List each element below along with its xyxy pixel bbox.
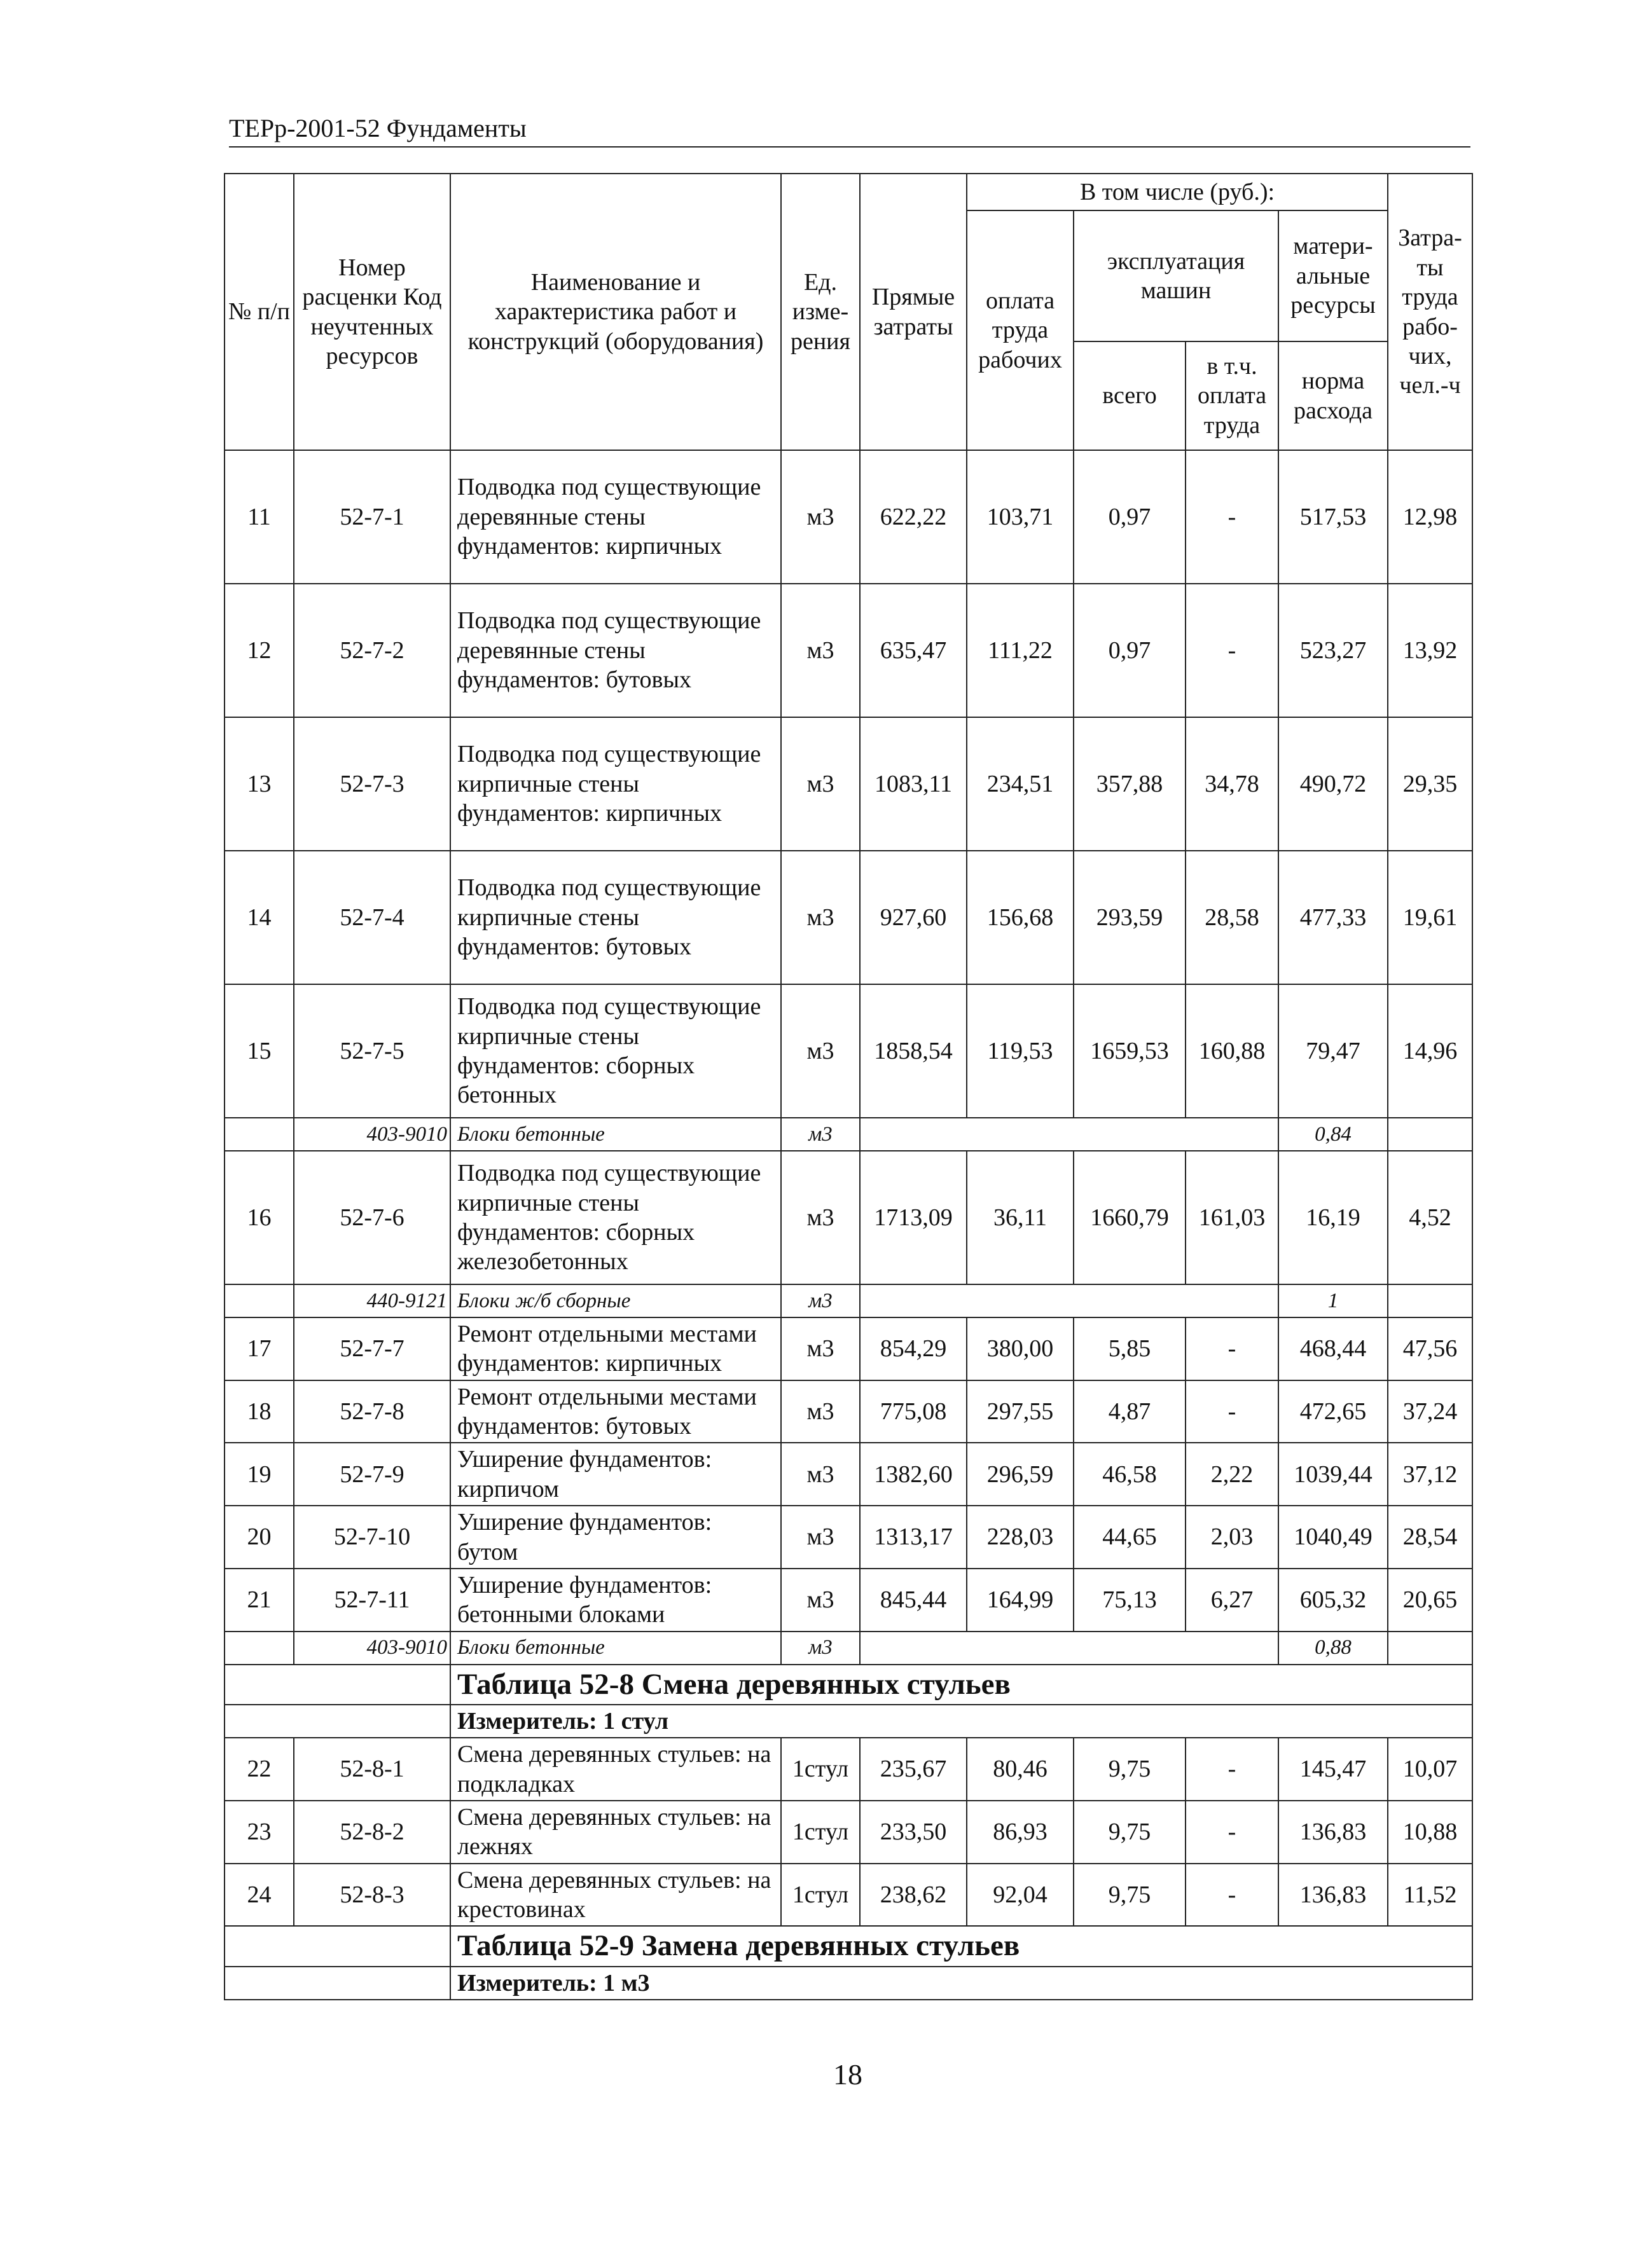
resource-unit: м3 (781, 1284, 860, 1317)
page-number: 18 (833, 2058, 862, 2091)
measure-title: Измеритель: 1 стул (450, 1705, 1472, 1738)
col-header-num: № п/п (225, 174, 294, 450)
resource-code: 403-9010 (294, 1118, 450, 1151)
wages: 36,11 (967, 1151, 1074, 1284)
machines-total: 357,88 (1074, 717, 1186, 851)
machines-wages: - (1186, 450, 1278, 584)
row-number: 24 (225, 1864, 294, 1927)
resource-code: 403-9010 (294, 1632, 450, 1665)
labor-costs: 14,96 (1388, 984, 1472, 1118)
table-row (225, 851, 1472, 984)
direct-costs: 1858,54 (860, 984, 967, 1118)
unit: м3 (781, 1569, 860, 1632)
materials: 1039,44 (1278, 1443, 1388, 1506)
row-number: 13 (225, 717, 294, 851)
table-row (225, 450, 1472, 584)
row-number: 15 (225, 984, 294, 1118)
machines-wages: 2,03 (1186, 1506, 1278, 1569)
work-name: Ремонт отдельными местами фундаментов: бутовых (450, 1380, 781, 1443)
wages: 234,51 (967, 717, 1074, 851)
resource-empty (1388, 1632, 1472, 1665)
table-row (225, 1380, 1472, 1443)
unit: м3 (781, 984, 860, 1118)
resource-name: Блоки ж/б сборные (450, 1284, 781, 1317)
table-row (225, 1864, 1472, 1927)
direct-costs: 635,47 (860, 584, 967, 717)
work-name: Уширение фундаментов: бетонными блоками (450, 1569, 781, 1632)
wages: 296,59 (967, 1443, 1074, 1506)
unit: м3 (781, 717, 860, 851)
labor-costs: 37,24 (1388, 1380, 1472, 1443)
resource-norm: 0,88 (1278, 1632, 1388, 1665)
col-header-unit: Ед. изме- рения (781, 174, 860, 450)
col-header-code: Номер расценки Код неучтенных ресурсов (294, 174, 450, 450)
table-row (225, 1569, 1472, 1632)
labor-costs: 10,07 (1388, 1738, 1472, 1801)
materials: 477,33 (1278, 851, 1388, 984)
rate-code: 52-8-1 (294, 1738, 450, 1801)
row-number: 14 (225, 851, 294, 984)
work-name: Ремонт отдельными местами фундаментов: кирпичных (450, 1317, 781, 1380)
labor-costs: 20,65 (1388, 1569, 1472, 1632)
rate-code: 52-7-7 (294, 1317, 450, 1380)
measure-title: Измеритель: 1 м3 (450, 1967, 1472, 2000)
machines-total: 1660,79 (1074, 1151, 1186, 1284)
resource-row (225, 1118, 1472, 1151)
machines-wages: - (1186, 1738, 1278, 1801)
table-row (225, 584, 1472, 717)
table-row (225, 984, 1472, 1118)
col-header-wages: оплата труда рабочих (967, 210, 1074, 450)
machines-total: 75,13 (1074, 1569, 1186, 1632)
rate-code: 52-8-2 (294, 1801, 450, 1864)
work-name: Подводка под существующие кирпичные стены фундаментов: сборных бетонных (450, 984, 781, 1118)
materials: 472,65 (1278, 1380, 1388, 1443)
unit: м3 (781, 851, 860, 984)
work-name: Смена деревянных стульев: на подкладках (450, 1738, 781, 1801)
unit: 1стул (781, 1801, 860, 1864)
wages: 80,46 (967, 1738, 1074, 1801)
col-header-machines-wages: в т.ч. оплата труда (1186, 341, 1278, 450)
row-number: 17 (225, 1317, 294, 1380)
rate-code: 52-8-3 (294, 1864, 450, 1927)
wages: 156,68 (967, 851, 1074, 984)
labor-costs: 12,98 (1388, 450, 1472, 584)
labor-costs: 29,35 (1388, 717, 1472, 851)
direct-costs: 1713,09 (860, 1151, 967, 1284)
machines-total: 5,85 (1074, 1317, 1186, 1380)
col-header-machines-total: всего (1074, 341, 1186, 450)
machines-total: 44,65 (1074, 1506, 1186, 1569)
machines-total: 0,97 (1074, 584, 1186, 717)
section-empty (225, 1926, 450, 1966)
direct-costs: 927,60 (860, 851, 967, 984)
labor-costs: 19,61 (1388, 851, 1472, 984)
direct-costs: 238,62 (860, 1864, 967, 1927)
header-divider (229, 146, 1470, 148)
materials: 79,47 (1278, 984, 1388, 1118)
materials: 605,32 (1278, 1569, 1388, 1632)
unit: 1стул (781, 1864, 860, 1927)
unit: м3 (781, 1380, 860, 1443)
labor-costs: 10,88 (1388, 1801, 1472, 1864)
resource-empty (225, 1632, 294, 1665)
resource-code: 440-9121 (294, 1284, 450, 1317)
materials: 468,44 (1278, 1317, 1388, 1380)
resource-empty (225, 1284, 294, 1317)
table-body (225, 174, 1472, 2000)
unit: м3 (781, 1317, 860, 1380)
rate-code: 52-7-3 (294, 717, 450, 851)
machines-total: 46,58 (1074, 1443, 1186, 1506)
wages: 380,00 (967, 1317, 1074, 1380)
resource-unit: м3 (781, 1118, 860, 1151)
row-number: 11 (225, 450, 294, 584)
table-row (225, 1317, 1472, 1380)
row-number: 22 (225, 1738, 294, 1801)
wages: 297,55 (967, 1380, 1074, 1443)
table-row (225, 1801, 1472, 1864)
machines-total: 9,75 (1074, 1738, 1186, 1801)
labor-costs: 4,52 (1388, 1151, 1472, 1284)
resource-norm: 0,84 (1278, 1118, 1388, 1151)
wages: 92,04 (967, 1864, 1074, 1927)
wages: 119,53 (967, 984, 1074, 1118)
work-name: Смена деревянных стульев: на крестовинах (450, 1864, 781, 1927)
direct-costs: 1313,17 (860, 1506, 967, 1569)
machines-wages: - (1186, 1801, 1278, 1864)
row-number: 18 (225, 1380, 294, 1443)
labor-costs: 37,12 (1388, 1443, 1472, 1506)
col-header-direct: Прямые затраты (860, 174, 967, 450)
machines-wages: 34,78 (1186, 717, 1278, 851)
rate-code: 52-7-4 (294, 851, 450, 984)
direct-costs: 775,08 (860, 1380, 967, 1443)
machines-total: 1659,53 (1074, 984, 1186, 1118)
measure-empty (225, 1967, 450, 2000)
measure-row (225, 1705, 1472, 1738)
direct-costs: 1083,11 (860, 717, 967, 851)
col-header-incl: В том числе (руб.): (967, 174, 1388, 210)
resource-empty (1388, 1118, 1472, 1151)
resource-unit: м3 (781, 1632, 860, 1665)
unit: м3 (781, 1151, 860, 1284)
machines-wages: - (1186, 1864, 1278, 1927)
resource-row (225, 1632, 1472, 1665)
table-row (225, 1443, 1472, 1506)
machines-wages: 161,03 (1186, 1151, 1278, 1284)
resource-empty (225, 1118, 294, 1151)
row-number: 12 (225, 584, 294, 717)
machines-wages: - (1186, 1317, 1278, 1380)
materials: 517,53 (1278, 450, 1388, 584)
resource-blank (860, 1632, 1278, 1665)
col-header-materials: матери- альные ресурсы (1278, 210, 1388, 341)
resource-row (225, 1284, 1472, 1317)
wages: 103,71 (967, 450, 1074, 584)
col-header-name: Наименование и характеристика работ и конструкций (оборудования) (450, 174, 781, 450)
unit: м3 (781, 584, 860, 717)
table-row (225, 717, 1472, 851)
rate-code: 52-7-11 (294, 1569, 450, 1632)
row-number: 21 (225, 1569, 294, 1632)
direct-costs: 235,67 (860, 1738, 967, 1801)
resource-blank (860, 1284, 1278, 1317)
machines-total: 9,75 (1074, 1801, 1186, 1864)
work-name: Подводка под существующие кирпичные стены фундаментов: бутовых (450, 851, 781, 984)
materials: 1040,49 (1278, 1506, 1388, 1569)
materials: 145,47 (1278, 1738, 1388, 1801)
work-name: Смена деревянных стульев: на лежнях (450, 1801, 781, 1864)
work-name: Подводка под существующие кирпичные стены фундаментов: сборных железобетонных (450, 1151, 781, 1284)
machines-total: 4,87 (1074, 1380, 1186, 1443)
col-header-materials-norm: норма расхода (1278, 341, 1388, 450)
rate-code: 52-7-10 (294, 1506, 450, 1569)
resource-blank (860, 1118, 1278, 1151)
header-row-1 (225, 174, 1472, 210)
direct-costs: 854,29 (860, 1317, 967, 1380)
row-number: 16 (225, 1151, 294, 1284)
price-table (224, 173, 1473, 2000)
table-row (225, 1738, 1472, 1801)
unit: м3 (781, 1443, 860, 1506)
section-empty (225, 1665, 450, 1705)
col-header-labor: Затра- ты труда рабо- чих, чел.-ч (1388, 174, 1472, 450)
row-number: 20 (225, 1506, 294, 1569)
direct-costs: 845,44 (860, 1569, 967, 1632)
machines-total: 293,59 (1074, 851, 1186, 984)
table-row (225, 1151, 1472, 1284)
wages: 86,93 (967, 1801, 1074, 1864)
rate-code: 52-7-2 (294, 584, 450, 717)
col-header-machines: эксплуатация машин (1074, 210, 1278, 341)
materials: 490,72 (1278, 717, 1388, 851)
labor-costs: 13,92 (1388, 584, 1472, 717)
materials: 136,83 (1278, 1801, 1388, 1864)
machines-total: 0,97 (1074, 450, 1186, 584)
wages: 228,03 (967, 1506, 1074, 1569)
rate-code: 52-7-6 (294, 1151, 450, 1284)
measure-empty (225, 1705, 450, 1738)
rate-code: 52-7-1 (294, 450, 450, 584)
section-title: Таблица 52-8 Смена деревянных стульев (450, 1665, 1472, 1705)
page-header-title: ТЕРр-2001-52 Фундаменты (229, 114, 527, 142)
unit: м3 (781, 1506, 860, 1569)
table-row (225, 1506, 1472, 1569)
row-number: 19 (225, 1443, 294, 1506)
unit: 1стул (781, 1738, 860, 1801)
direct-costs: 622,22 (860, 450, 967, 584)
labor-costs: 28,54 (1388, 1506, 1472, 1569)
rate-code: 52-7-8 (294, 1380, 450, 1443)
materials: 523,27 (1278, 584, 1388, 717)
rate-code: 52-7-5 (294, 984, 450, 1118)
materials: 136,83 (1278, 1864, 1388, 1927)
materials: 16,19 (1278, 1151, 1388, 1284)
machines-wages: 2,22 (1186, 1443, 1278, 1506)
rate-code: 52-7-9 (294, 1443, 450, 1506)
machines-wages: 160,88 (1186, 984, 1278, 1118)
resource-norm: 1 (1278, 1284, 1388, 1317)
machines-wages: - (1186, 1380, 1278, 1443)
wages: 164,99 (967, 1569, 1074, 1632)
resource-empty (1388, 1284, 1472, 1317)
work-name: Подводка под существующие деревянные стены фундаментов: кирпичных (450, 450, 781, 584)
work-name: Уширение фундаментов: бутом (450, 1506, 781, 1569)
section-row (225, 1665, 1472, 1705)
work-name: Подводка под существующие деревянные стены фундаментов: бутовых (450, 584, 781, 717)
machines-total: 9,75 (1074, 1864, 1186, 1927)
direct-costs: 233,50 (860, 1801, 967, 1864)
machines-wages: 28,58 (1186, 851, 1278, 984)
unit: м3 (781, 450, 860, 584)
work-name: Уширение фундаментов: кирпичом (450, 1443, 781, 1506)
measure-row (225, 1967, 1472, 2000)
labor-costs: 11,52 (1388, 1864, 1472, 1927)
section-row (225, 1926, 1472, 1966)
row-number: 23 (225, 1801, 294, 1864)
direct-costs: 1382,60 (860, 1443, 967, 1506)
wages: 111,22 (967, 584, 1074, 717)
work-name: Подводка под существующие кирпичные стены фундаментов: кирпичных (450, 717, 781, 851)
labor-costs: 47,56 (1388, 1317, 1472, 1380)
machines-wages: - (1186, 584, 1278, 717)
resource-name: Блоки бетонные (450, 1118, 781, 1151)
resource-name: Блоки бетонные (450, 1632, 781, 1665)
machines-wages: 6,27 (1186, 1569, 1278, 1632)
section-title: Таблица 52-9 Замена деревянных стульев (450, 1926, 1472, 1966)
